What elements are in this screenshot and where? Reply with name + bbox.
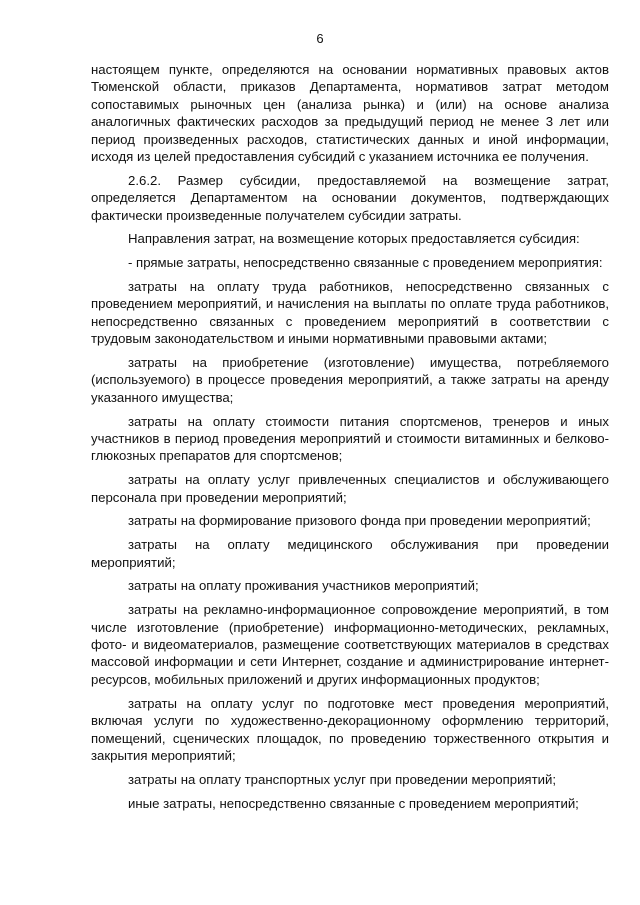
list-item-medical-costs: затраты на оплату медицинского обслуживания при проведении мероприятий;	[91, 537, 609, 570]
list-item-advertising-costs: затраты на рекламно-информационное сопровождение мероприятий, в том числе изготовление (приобретение) информационно-методических, рекламных, фото- и видеоматериалов, размещение соответствующих материалов в средствах массовой информации и сети Интернет, создание и администрирование интернет-ресурсов, мобильных приложений и других информационных продуктов;	[91, 602, 609, 687]
list-item-prize-fund-costs: затраты на формирование призового фонда при проведении мероприятий;	[128, 513, 591, 529]
paragraph-clause-2-6-2: 2.6.2. Размер субсидии, предоставляемой на возмещение затрат, определяется Департаментом на основании документов, подтверждающих фактически произведенные получателем субсидии затраты.	[91, 172, 609, 223]
list-item-property-costs: затраты на приобретение (изготовление) имущества, потребляемого (используемого) в процессе проведения мероприятий, а также затраты на аренду указанного имущества;	[91, 355, 609, 405]
list-item-accommodation-costs: затраты на оплату проживания участников мероприятий;	[128, 578, 479, 594]
list-item-other-costs: иные затраты, непосредственно связанные с проведением мероприятий;	[128, 795, 579, 811]
paragraph-direct-costs: - прямые затраты, непосредственно связанные с проведением мероприятия:	[128, 255, 603, 271]
paragraph-continuation: настоящем пункте, определяются на основании нормативных правовых актов Тюменской области, приказов Департамента, нормативов затрат методом сопоставимых рыночных цен (анализа рынка) и (или) на основе анализа аналогичных фактических расходов за предыдущий период не менее 3 лет или период произведенных расходов, статистических данных и иной информации, исходя из целей предоставления субсидий с указанием источника ее получения.	[91, 62, 609, 165]
list-item-specialist-costs: затраты на оплату услуг привлеченных специалистов и обслуживающего персонала при проведении мероприятий;	[91, 472, 609, 505]
document-body	[91, 61, 609, 818]
list-item-nutrition-costs: затраты на оплату стоимости питания спортсменов, тренеров и иных участников в период проведения мероприятий и стоимости витаминных и белково-глюкозных препаратов для спортсменов;	[91, 413, 609, 464]
list-item-venue-preparation-costs: затраты на оплату услуг по подготовке мест проведения мероприятий, включая услуги по художественно-декорационному оформлению территорий, помещений, сценических площадок, по проведению торжественного открытия и закрытия мероприятий;	[91, 695, 609, 763]
list-item-labor-costs: затраты на оплату труда работников, непосредственно связанных с проведением мероприятий, и начисления на выплаты по оплате труда работников, непосредственно связанных с проведением мероприятий в соответствии с трудовым законодательством и иными нормативными правовыми актами;	[91, 279, 609, 347]
page-number: 6	[316, 31, 324, 46]
list-item-transport-costs: затраты на оплату транспортных услуг при проведении мероприятий;	[128, 771, 557, 787]
paragraph-cost-directions: Направления затрат, на возмещение которых предоставляется субсидия:	[128, 231, 580, 247]
